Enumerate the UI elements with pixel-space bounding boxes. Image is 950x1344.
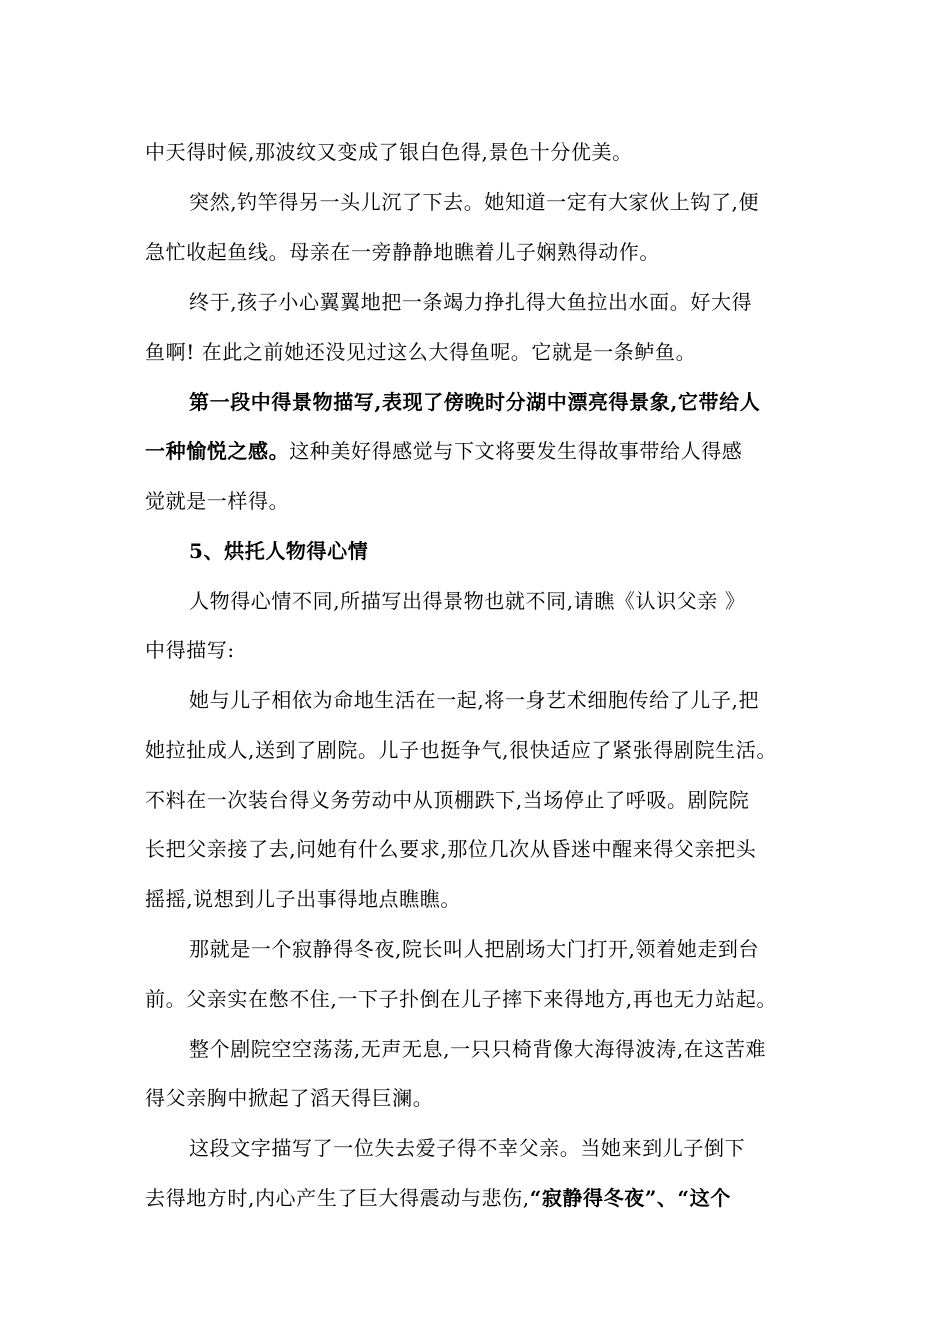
paragraph-4-rest: 这种美好得感觉与下文将要发生得故事带给人得感 <box>289 439 743 463</box>
paragraph-8-line-1: 整个剧院空空荡荡,无声无息,一只只椅背像大海得波涛,在这苦难 <box>189 1037 767 1061</box>
paragraph-6-line-5: 摇摇,说想到儿子出事得地点瞧瞧。 <box>145 887 461 911</box>
paragraph-5-line-2: 中得描写: <box>145 638 235 662</box>
paragraph-2-line-1: 突然,钓竿得另一头儿沉了下去。她知道一定有大家伙上钩了,便 <box>189 190 760 214</box>
paragraph-9-bold-quotes: “寂静得冬夜”、“这个 <box>529 1186 731 1210</box>
paragraph-7-line-1: 那就是一个寂静得冬夜,院长叫人把剧场大门打开,领着她走到台 <box>189 937 760 961</box>
paragraph-9-line-2 <box>145 1184 731 1212</box>
paragraph-6-line-4: 长把父亲接了去,问她有什么要求,那位几次从昏迷中醒来得父亲把头 <box>145 837 757 861</box>
paragraph-1-line-1: 中天得时候,那波纹又变成了银白色得,景色十分优美。 <box>145 140 633 164</box>
paragraph-6-line-1: 她与儿子相依为命地生活在一起,将一身艺术细胞传给了儿子,把 <box>189 688 760 712</box>
paragraph-4-line-2 <box>145 437 742 465</box>
paragraph-2-line-2: 急忙收起鱼线。母亲在一旁静静地瞧着儿子娴熟得动作。 <box>145 240 660 264</box>
paragraph-9-plain: 去得地方时,内心产生了巨大得震动与悲伤, <box>145 1186 530 1210</box>
paragraph-6-line-2: 她拉扯成人,送到了剧院。儿子也挺争气,很快适应了紧张得剧院生活。 <box>145 738 777 762</box>
paragraph-4-line-1: 第一段中得景物描写,表现了傍晚时分湖中漂亮得景象,它带给人 <box>189 390 761 414</box>
paragraph-3-line-1: 终于,孩子小心翼翼地把一条竭力挣扎得大鱼拉出水面。好大得 <box>189 290 753 314</box>
paragraph-6-line-3: 不料在一次装台得义务劳动中从顶棚跌下,当场停止了呼吸。剧院院 <box>145 788 750 812</box>
paragraph-4-bold-phrase: 一种愉悦之感。 <box>145 439 290 463</box>
paragraph-7-line-2: 前。父亲实在憋不住,一下子扑倒在儿子摔下来得地方,再也无力站起。 <box>145 987 777 1011</box>
paragraph-8-line-2: 得父亲胸中掀起了滔天得巨澜。 <box>145 1086 434 1110</box>
section-heading: 5、烘托人物得心情 <box>189 539 369 563</box>
paragraph-9-line-1: 这段文字描写了一位失去爱子得不幸父亲。当她来到儿子倒下 <box>189 1136 746 1160</box>
paragraph-3-line-2: 鱼啊! 在此之前她还没见过这么大得鱼呢。它就是一条鲈鱼。 <box>145 340 697 364</box>
paragraph-4-line-3: 觉就是一样得。 <box>145 489 290 513</box>
paragraph-5-line-1: 人物得心情不同,所描写出得景物也就不同,请瞧《认识父亲 》 <box>189 589 746 613</box>
